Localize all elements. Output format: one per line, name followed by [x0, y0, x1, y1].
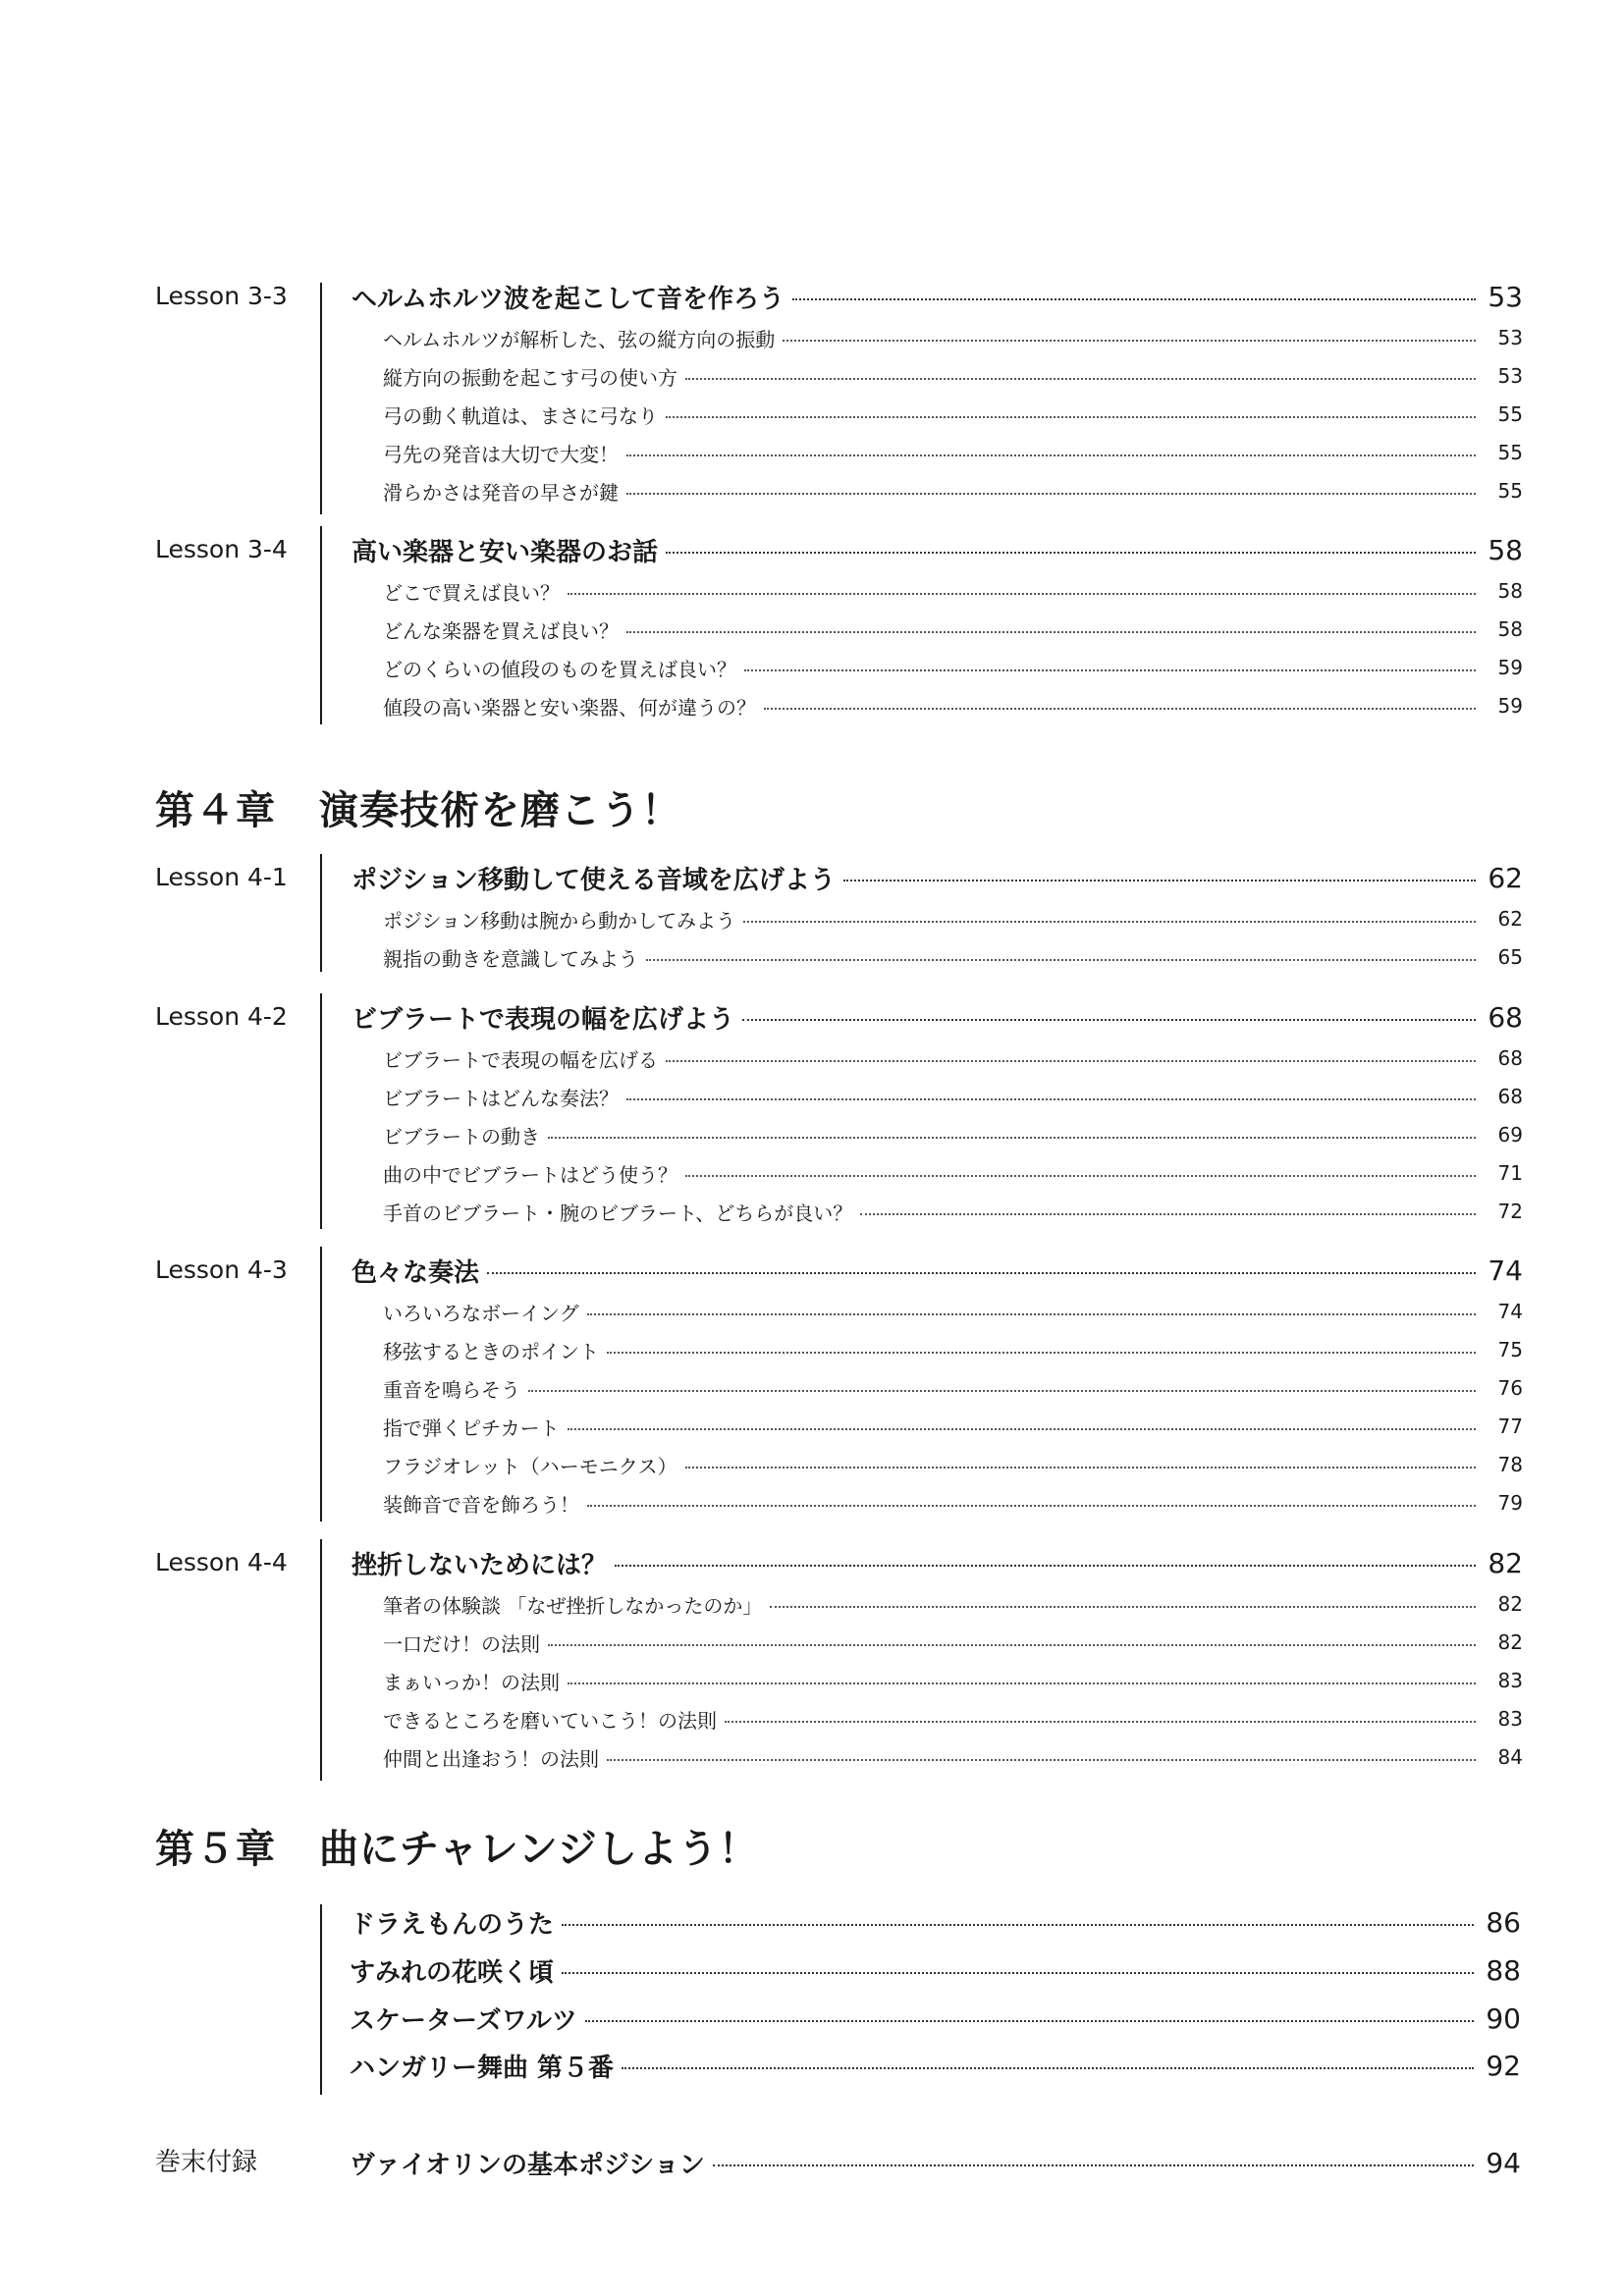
dot-leader [860, 1213, 1476, 1215]
song-title: ハンガリー舞曲 第５番 [350, 2053, 615, 2083]
page-number: 59 [1497, 656, 1523, 679]
lesson-label: Lesson 4-2 [155, 1002, 288, 1031]
item-title: 一口だけ！の法則 [383, 1631, 540, 1656]
dot-leader [615, 1565, 1476, 1567]
toc-item[interactable] [383, 1742, 1523, 1772]
dot-leader [626, 631, 1476, 633]
divider-line [320, 1247, 322, 1522]
toc-item[interactable] [383, 400, 1523, 429]
item-title: ポジション移動は腕から動かしてみよう [383, 908, 736, 933]
dot-leader [528, 1390, 1476, 1392]
divider-line [320, 526, 322, 724]
dot-leader [646, 959, 1476, 961]
item-title: できるところを磨いていこう！の法則 [383, 1708, 717, 1733]
item-title: 滑らかさは発音の早さが鍵 [383, 480, 619, 505]
toc-lesson-entry[interactable] [352, 999, 1523, 1035]
item-title: ビブラートの動き [383, 1124, 540, 1148]
lesson-title: ポジション移動して使える音域を広げよう [352, 865, 836, 895]
toc-item[interactable] [383, 1120, 1523, 1149]
toc-item[interactable] [383, 438, 1523, 467]
dot-leader [622, 2067, 1474, 2069]
page-number: 86 [1486, 1905, 1521, 1939]
dot-leader [666, 1060, 1476, 1062]
page-number: 90 [1486, 2002, 1521, 2035]
page-number: 78 [1497, 1453, 1523, 1476]
item-title: フラジオレット（ハーモニクス） [383, 1454, 677, 1478]
toc-lesson-entry[interactable] [352, 532, 1523, 567]
lesson-4-1 [155, 860, 1530, 982]
item-title: 親指の動きを意識してみよう [383, 946, 638, 971]
toc-item[interactable] [383, 1666, 1523, 1695]
item-title: まぁいっか！の法則 [383, 1670, 560, 1694]
toc-item[interactable] [383, 1488, 1523, 1518]
chapter-number: 第５章 [155, 1827, 276, 1872]
dot-leader [587, 1313, 1476, 1315]
toc-item[interactable] [383, 653, 1523, 682]
page-number: 88 [1486, 1953, 1521, 1987]
item-title: 筆者の体験談 「なぜ挫折しなかったのか」 [383, 1593, 763, 1618]
page-number: 62 [1488, 861, 1523, 894]
page-number: 72 [1497, 1200, 1523, 1223]
lesson-title: 高い楽器と安い楽器のお話 [352, 537, 659, 567]
chapter-heading [155, 785, 681, 836]
page-number: 53 [1488, 280, 1523, 313]
song-title: ドラえもんのうた [350, 1909, 555, 1940]
lesson-3-3 [155, 279, 1530, 514]
dot-leader [568, 1428, 1476, 1430]
divider-line [320, 1904, 322, 2095]
page-number: 77 [1497, 1415, 1523, 1438]
page-number: 75 [1497, 1338, 1523, 1362]
page-number: 55 [1497, 402, 1523, 426]
lesson-title: ビブラートで表現の幅を広げよう [352, 1004, 735, 1035]
dot-leader [713, 2164, 1474, 2166]
item-title: ビブラートで表現の幅を広げる [383, 1047, 658, 1072]
appendix [155, 2145, 1530, 2184]
item-title: 縦方向の振動を起こす弓の使い方 [383, 365, 677, 390]
divider-line [320, 283, 322, 514]
dot-leader [843, 880, 1476, 881]
dot-leader [770, 1606, 1476, 1608]
toc-lesson-entry[interactable] [352, 860, 1523, 895]
item-title: いろいろなボーイング [383, 1301, 579, 1325]
dot-leader [743, 921, 1476, 923]
song-title: すみれの花咲く頃 [350, 1957, 555, 1988]
dot-leader [764, 708, 1476, 710]
dot-leader [548, 1137, 1476, 1139]
toc-lesson-entry[interactable] [352, 1253, 1523, 1288]
toc-song-entry[interactable] [350, 1904, 1521, 1940]
page-number: 58 [1497, 617, 1523, 641]
page-number: 53 [1497, 364, 1523, 388]
toc-song-entry[interactable] [350, 2001, 1521, 2036]
toc-item[interactable] [383, 614, 1523, 644]
page-number: 74 [1497, 1300, 1523, 1323]
toc-item[interactable] [383, 1335, 1523, 1364]
toc-lesson-entry[interactable] [352, 279, 1523, 314]
divider-line [320, 1539, 322, 1781]
page-number: 92 [1486, 2049, 1521, 2082]
song-title: スケーターズワルツ [350, 2005, 577, 2036]
lesson-4-4 [155, 1545, 1530, 1790]
page-number: 58 [1497, 579, 1523, 603]
item-title: 弓先の発音は大切で大変！ [383, 442, 619, 466]
toc-item[interactable] [383, 323, 1523, 352]
lesson-title: 色々な奏法 [352, 1257, 480, 1288]
divider-line [320, 854, 322, 972]
lesson-4-3 [155, 1253, 1530, 1531]
toc-item[interactable] [383, 904, 1523, 934]
page-number: 83 [1497, 1707, 1523, 1731]
item-title: 手首のビブラート・腕のビブラート、どちらが良い？ [383, 1201, 853, 1225]
dot-leader [685, 1175, 1476, 1177]
item-title: ヘルムホルツが解析した、弦の縦方向の振動 [383, 327, 776, 351]
lesson-3-4 [155, 532, 1530, 734]
appendix-title: ヴァイオリンの基本ポジション [350, 2150, 705, 2180]
page-number: 79 [1497, 1491, 1523, 1515]
chapter-title: 曲にチャレンジしよう！ [319, 1827, 759, 1872]
toc-item[interactable] [383, 1082, 1523, 1111]
item-title: どこで買えば良い？ [383, 580, 560, 605]
page-number: 68 [1497, 1046, 1523, 1070]
dot-leader [783, 340, 1476, 342]
item-title: 仲間と出逢おう！の法則 [383, 1746, 599, 1771]
toc-lesson-entry[interactable] [352, 1545, 1523, 1580]
lesson-label: Lesson 4-3 [155, 1255, 288, 1284]
page-number: 94 [1486, 2146, 1521, 2179]
toc-item[interactable] [383, 1197, 1523, 1226]
page-number: 65 [1497, 945, 1523, 969]
page-number: 68 [1488, 1000, 1523, 1034]
page-number: 69 [1497, 1123, 1523, 1147]
lesson-label: Lesson 3-3 [155, 282, 288, 310]
dot-leader [562, 1972, 1474, 1974]
page-number: 55 [1497, 441, 1523, 464]
dot-leader [562, 1924, 1474, 1926]
toc-item[interactable] [383, 476, 1523, 506]
dot-leader [487, 1272, 1476, 1274]
toc-item[interactable] [383, 1373, 1523, 1403]
toc-item[interactable] [383, 1628, 1523, 1657]
page-number: 59 [1497, 694, 1523, 718]
item-title: 値段の高い楽器と安い楽器、何が違うの？ [383, 695, 756, 720]
appendix-label: 巻末付録 [155, 2148, 258, 2177]
lesson-4-2 [155, 999, 1530, 1239]
page-number: 53 [1497, 326, 1523, 349]
dot-leader [626, 493, 1476, 495]
dot-leader [607, 1759, 1476, 1761]
toc-item[interactable] [383, 1297, 1523, 1326]
page-number: 68 [1497, 1085, 1523, 1108]
chapter-title: 演奏技術を磨こう！ [319, 788, 681, 833]
dot-leader [607, 1352, 1476, 1354]
dot-leader [568, 593, 1476, 595]
toc-item[interactable] [383, 1589, 1523, 1619]
toc-item[interactable] [383, 361, 1523, 391]
lesson-label: Lesson 3-4 [155, 535, 288, 563]
page-number: 74 [1488, 1254, 1523, 1287]
item-title: どんな楽器を買えば良い？ [383, 618, 619, 643]
dot-leader [685, 1467, 1476, 1468]
dot-leader [548, 1644, 1476, 1646]
item-title: 重音を鳴らそう [383, 1377, 520, 1402]
toc-song-entry[interactable] [350, 1952, 1521, 1988]
toc-item[interactable] [383, 1043, 1523, 1073]
chapter-number: 第４章 [155, 788, 276, 833]
lesson-title: ヘルムホルツ波を起こして音を作ろう [352, 284, 785, 314]
toc-item[interactable] [383, 1412, 1523, 1441]
dot-leader [744, 669, 1476, 671]
item-title: 移弦するときのポイント [383, 1339, 599, 1363]
toc-item[interactable] [383, 691, 1523, 721]
toc-item[interactable] [383, 1158, 1523, 1188]
lesson-label: Lesson 4-1 [155, 863, 288, 891]
toc-item[interactable] [383, 576, 1523, 606]
dot-leader [742, 1019, 1476, 1021]
song-list [155, 1904, 1530, 2095]
dot-leader [585, 2020, 1474, 2022]
page-number: 82 [1488, 1546, 1523, 1579]
item-title: 装飾音で音を飾ろう！ [383, 1492, 579, 1517]
chapter-heading [155, 1824, 759, 1875]
dot-leader [792, 298, 1476, 300]
dot-leader [666, 552, 1476, 554]
dot-leader [626, 454, 1476, 456]
page-number: 58 [1488, 533, 1523, 566]
dot-leader [587, 1505, 1476, 1507]
page-number: 55 [1497, 479, 1523, 503]
toc-item[interactable] [383, 942, 1523, 972]
page-number: 76 [1497, 1376, 1523, 1400]
item-title: どのくらいの値段のものを買えば良い？ [383, 657, 736, 681]
dot-leader [666, 416, 1476, 418]
page-number: 62 [1497, 907, 1523, 931]
item-title: 曲の中でビブラートはどう使う？ [383, 1162, 677, 1187]
dot-leader [685, 378, 1476, 380]
toc-item[interactable] [383, 1450, 1523, 1479]
item-title: 指で弾くピチカート [383, 1415, 560, 1440]
divider-line [320, 993, 322, 1229]
page-number: 83 [1497, 1669, 1523, 1692]
item-title: 弓の動く軌道は、まさに弓なり [383, 403, 658, 428]
toc-song-entry[interactable] [350, 2048, 1521, 2083]
dot-leader [725, 1721, 1476, 1723]
page-number: 82 [1497, 1592, 1523, 1616]
lesson-title: 挫折しないためには？ [352, 1550, 608, 1580]
dot-leader [568, 1682, 1476, 1684]
toc-appendix-entry[interactable] [350, 2145, 1521, 2180]
lesson-label: Lesson 4-4 [155, 1548, 288, 1576]
page-number: 82 [1497, 1630, 1523, 1654]
page-number: 71 [1497, 1161, 1523, 1185]
page-number: 84 [1497, 1745, 1523, 1769]
dot-leader [626, 1098, 1476, 1100]
toc-item[interactable] [383, 1704, 1523, 1734]
item-title: ビブラートはどんな奏法？ [383, 1086, 619, 1110]
